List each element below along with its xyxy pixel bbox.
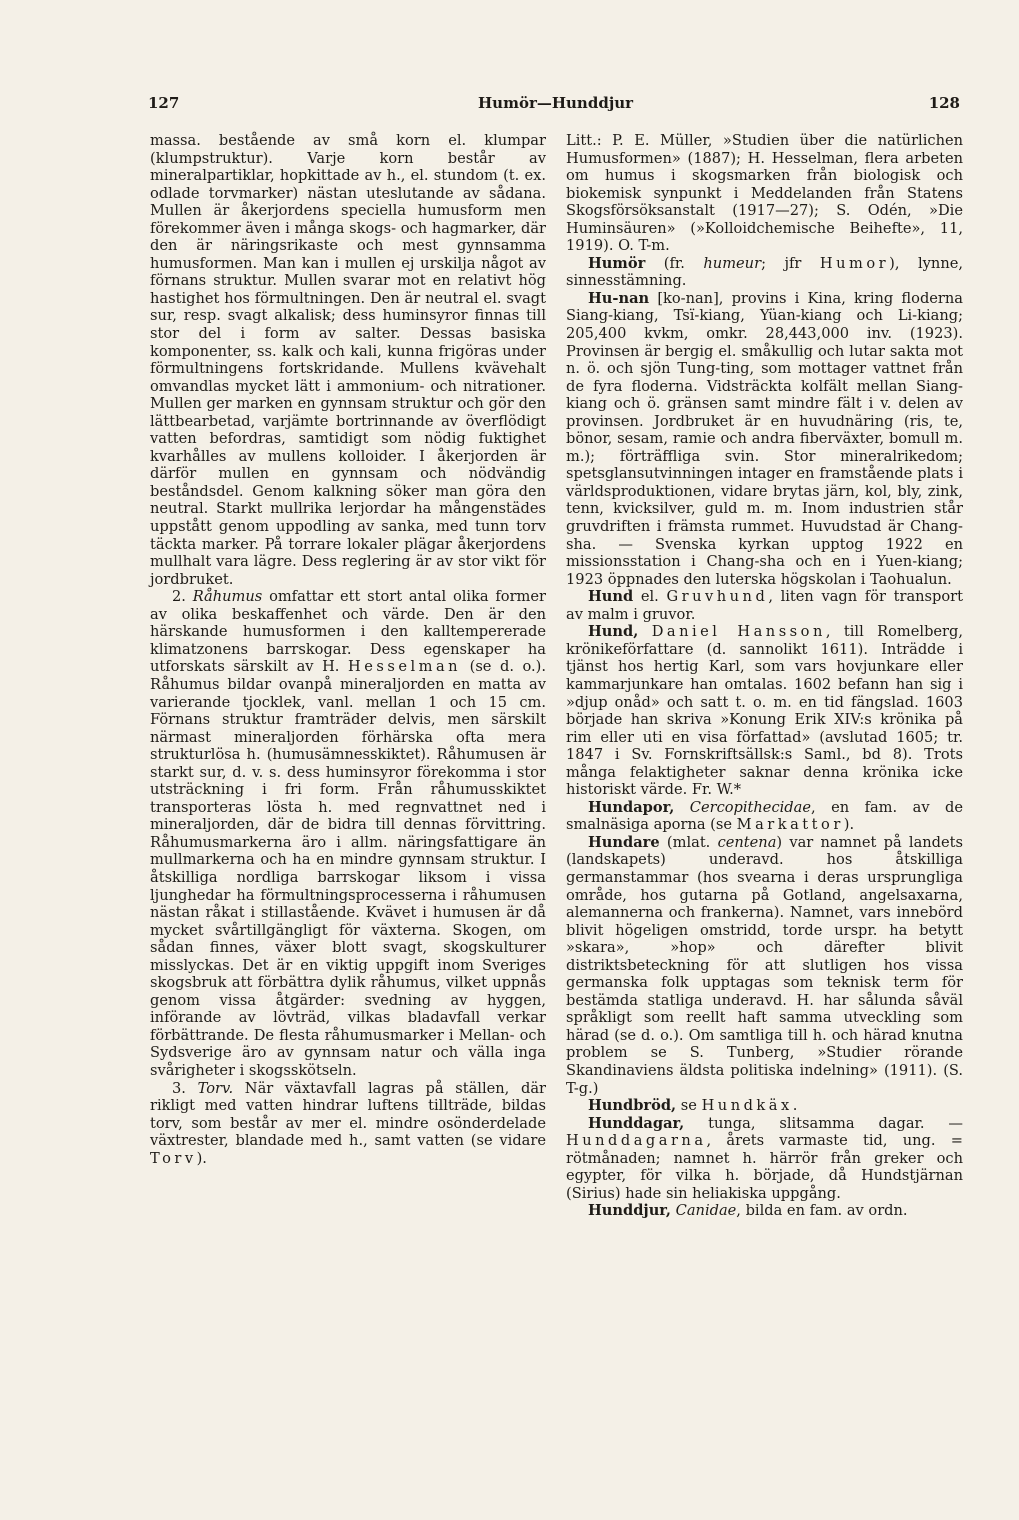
entry-text: . bbox=[792, 1097, 798, 1115]
literature-note bbox=[566, 132, 963, 255]
entry-text: , bilda en fam. av ordn. bbox=[736, 1202, 908, 1220]
entry-hundapor bbox=[566, 799, 963, 834]
page-number-left: 127 bbox=[148, 94, 180, 112]
paragraph-text: När växtavfall lagras på ställen, där rikligt med vatten hindrar luftens tillträde, bildas torv, som består av mer el. mindre osönderdelade växtrester, blandade med h., samt vatten (se vidare bbox=[150, 1079, 546, 1150]
literature-text: Litt.: P. E. Müller, »Studien über die natürlichen Humusformen» (1887); H. Hesselman, flera arbeten om humus i skogsmarken från biologisk och biokemisk synpunkt i Meddelanden från Statens Skogsförsöksanstalt (1917—27); S. Odén, »Die Huminsäuren» (»Kolloidchemische Beihefte», 11, 1919). bbox=[566, 132, 963, 255]
entry-text: [ko-nan], provins i Kina, kring floderna Siang-kiang, Tsï-kiang, Yüan-kiang och Li-kiang; 205,400 kvkm, omkr. 28,443,000 inv. (1923). Provinsen är bergig el. småkullig och lutar sakta mot n. ö. och sjön Tung-ting, som mottager vattnet från de fyra floderna. Vidsträckta kolfält mellan Siang-kiang och ö. gränsen samt mindre fält i v. delen av provinsen. Jordbruket är en huvudnäring (ris, te, bönor, sesam, ramie och andra fiberväxter, bomull m. m.); förträffliga svin. Stor mineralrikedom; spetsglansutvinningen intager en framstående plats i världsproduktionen, vidare brytas järn, kol, bly, zink, tenn, kvicksilver, guld m. m. Inom industrien står gruvdriften i främsta rummet. Huvudstad är Chang-sha. — Svenska kyrkan upptog 1922 en missionsstation i Chang-sha och en i Yuen-kiang; 1923 öppnades den luterska högskolan i Taohualun. bbox=[566, 289, 963, 588]
paragraph-text: ). bbox=[196, 1149, 207, 1167]
entry-hundbrod bbox=[566, 1097, 963, 1115]
cross-ref: Hundkäx bbox=[701, 1097, 793, 1115]
entry-text: ) var namnet på landets (landskapets) underavd. hos åtskilliga germanstammar (hos svearna i deras ursprungliga område, hos gutarna på Gotland, angelsaxarna, alemannerna och frankerna). Namnet, vars innebörd blivit högeligen omstridd, torde urspr. ha betytt »skara», »hop» och därefter blivit distriktsbeteckning för att slutligen hos vissa germanska folk upptagas som teknisk term för bestämda statliga underavd. H. har sålunda såväl språkligt som reellt haft samma utveckling som härad (se d. o.). Om samtliga till h. och härad knutna problem se S. Tunberg, »Studier rörande Skandinaviens äldsta politiska indelning» (1911). bbox=[566, 833, 964, 1079]
entry-hunddagar bbox=[566, 1115, 963, 1203]
entry-hundare bbox=[566, 834, 963, 1097]
entry-italic: centena bbox=[717, 833, 777, 851]
entry-text: el. bbox=[640, 588, 659, 606]
entry-headword: Hund, bbox=[588, 623, 639, 641]
entry-italic: humeur bbox=[703, 254, 762, 272]
paragraph-torv bbox=[150, 1080, 546, 1168]
entry-text: tunga, slitsamma dagar. — bbox=[708, 1114, 964, 1132]
paragraph-text: omfattar ett stort antal olika former av olika beskaffenhet och värde. Den är den härskande humusformen i den kalltempererade klimatzonens barrskogar. Dess egenskaper ha utforskats särskilt av H. bbox=[150, 588, 547, 676]
entry-headword: Hundare bbox=[588, 833, 660, 851]
entry-headword: Hund bbox=[588, 588, 634, 606]
entry-humor bbox=[566, 255, 963, 290]
entry-headword: Hunddjur, bbox=[588, 1202, 672, 1220]
cross-ref: Markattor bbox=[736, 816, 844, 834]
term-rahumus: Råhumus bbox=[192, 588, 263, 606]
entry-headword: Hundapor, bbox=[588, 798, 675, 816]
entry-text: , liten vagn för transport av malm i gruvor. bbox=[566, 588, 964, 623]
entry-italic: Cercopithecidae bbox=[689, 798, 811, 816]
author-signature: (S. T-g.) bbox=[566, 1061, 963, 1097]
page-header bbox=[148, 94, 960, 118]
cross-ref: Hunddagarna bbox=[566, 1132, 707, 1150]
paragraph-mull: massa. bestående av små korn el. klumpar (klumpstruktur). Varje korn består av mineralpartiklar, hopkittade av h., el. stundom (t. ex. odlade torvmarker) nästan uteslutande av sådana. Mullen är åkerjordens speciella humusform men förekommer även i många skogs- och hagmarker, där den är näringsrikaste och mest gynnsamma humusformen. Man kan i mullen ej urskilja något av förnans struktur. Mullen svarar mot en relativt hög hastighet hos förmultningen. Den är neutral el. svagt sur, resp. svagt alkalisk; dess huminsyror finnas till stor del i form av salter. Dessas basiska komponenter, ss. kalk och kali, kunna frigöras under förmultningens fortskridande. Mullens kvävehalt omvandlas mycket lätt i ammonium- och nitrationer. Mullen ger marken en gynnsam struktur och gör den lättbearbetad, varjämte bortrinnande av överflödigt vatten befordras, samtidigt som nödig fuktighet kvarhålles av mullens kolloider. I åkerjorden är därför mullen en gynnsam och nödvändig beståndsdel. Genom kalkning söker man göra den neutral. Starkt mullrika lerjordar ha mångenstädes uppstått genom uppodling av sanka, med tunn torv täckta marker. På torrare lokaler plägar åkerjordens mullhalt vara lägre. Dess reglering är av stor vikt för jordbruket. bbox=[150, 132, 546, 588]
entry-hund-daniel bbox=[566, 623, 963, 798]
left-column bbox=[150, 132, 546, 1167]
author-signature: Fr. W.* bbox=[691, 781, 742, 799]
entry-hund-vagn bbox=[566, 588, 963, 623]
entry-headword: Humör bbox=[588, 254, 646, 272]
entry-headword: Hundbröd, bbox=[588, 1097, 677, 1115]
entry-hunan bbox=[566, 290, 963, 588]
item-number: 3. bbox=[172, 1079, 186, 1097]
cross-ref-torv: Torv bbox=[150, 1149, 197, 1167]
right-column bbox=[566, 132, 963, 1220]
entry-text: se bbox=[680, 1097, 697, 1115]
entry-text: ). bbox=[843, 816, 855, 834]
paragraph-text: (se d. o.). Råhumus bildar ovanpå mineraljorden en matta av varierande tjocklek, vanl. mellan 1 och 15 cm. Förnans struktur framträder delvis, men särskilt närmast mineraljorden förhärska ofta mera strukturlösa h. (humusämnesskiktet). Råhumusen är starkt sur, d. v. s. dess huminsyror förekomma i stor utsträckning i fri form. Från råhumusskiktet transporteras lösta h. med regnvattnet ned i mineraljorden, där de bidra till dennas förvittring. Råhumusmarkerna äro i allm. näringsfattigare än mullmarkerna och ha en mindre gynnsam struktur. I åtskilliga nordliga barrskogar liksom i vissa ljunghedar ha förmultningsprocesserna i råhumusen nästan råkat i stillastående. Kvävet i humusen är då mycket svårtillgängligt för växterna. Skogen, om sådan finnes, växer blott svagt, skogskulturer misslyckas. Det är en viktig uppgift inom Sveriges skogsbruk att förbättra dylik råhumus, vilket uppnås genom vissa åtgärder: svedning av hyggen, införande av lövträd, vilkas bladavfall verkar förbättrande. De flesta råhumusmarker i Mellan- och Sydsverige äro av gynnsam natur och välla inga svårigheter i skogsskötseln. bbox=[150, 658, 546, 1079]
entry-text: ; jfr bbox=[761, 254, 802, 272]
entry-headword: Hu-nan bbox=[588, 289, 650, 307]
entry-text: , en fam. av de smalnäsiga aporna (se bbox=[566, 798, 964, 834]
entry-text: , årets varmaste tid, ung. = rötmånaden; namnet h. härrör från greker och egypter, för vilka h. började, då Hundstjärnan (Sirius) hade sin heliakiska uppgång. bbox=[566, 1132, 963, 1202]
entry-italic: Canidae bbox=[675, 1202, 737, 1220]
term-torv: Torv. bbox=[197, 1079, 234, 1097]
entry-text: ), lynne, sinnesstämning. bbox=[566, 254, 963, 290]
page-number-right: 128 bbox=[928, 94, 960, 112]
item-number: 2. bbox=[172, 588, 186, 606]
cross-ref: Humor bbox=[819, 254, 890, 272]
cross-ref-hesselman: Hesselman bbox=[347, 658, 462, 676]
entry-text: (mlat. bbox=[666, 833, 711, 851]
author-signature: O. T-m. bbox=[618, 237, 670, 255]
entry-headword: Hunddagar, bbox=[588, 1114, 685, 1132]
paragraph-rahumus bbox=[150, 588, 546, 1079]
person-name: Daniel Hansson bbox=[651, 623, 826, 641]
entry-text: (fr. bbox=[663, 254, 685, 272]
entry-text: , till Romelberg, krönikeförfattare (d. sannolikt 1611). Inträdde i tjänst hos hertig Karl, som vars hovjunkare eller kammarjunkare han omtalas. 1602 befann han sig i »djup onåd» och satt t. o. m. en tid fängslad. 1603 började han skriva »Konung Erik XIV:s krönika på rim eller uti en visa författad» (avslutad 1605; tr. 1847 i Sv. Fornskriftsällsk:s Saml., bd 8). Trots många felaktigheter saknar denna krönika icke historiskt värde. bbox=[566, 623, 964, 799]
running-head: Humör—Hunddjur bbox=[478, 94, 634, 112]
entry-hunddjur bbox=[566, 1202, 963, 1220]
cross-ref: Gruvhund bbox=[666, 588, 769, 606]
